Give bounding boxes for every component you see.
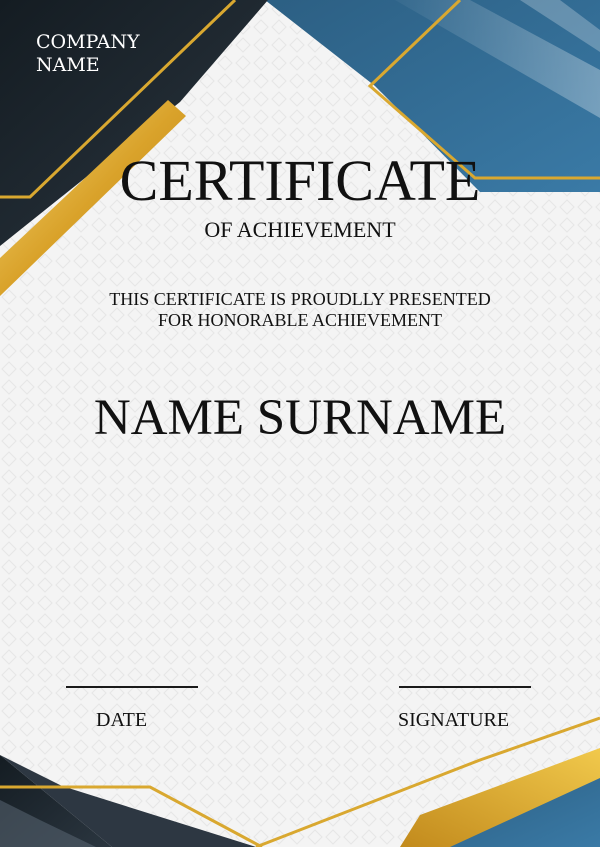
certificate-subtitle: OF ACHIEVEMENT <box>204 217 396 242</box>
signature-line <box>399 686 531 688</box>
company-name-line2: NAME <box>36 54 100 76</box>
date-label: DATE <box>96 709 148 731</box>
signature-label: SIGNATURE <box>398 709 510 731</box>
company-name-line1: COMPANY <box>36 31 140 53</box>
presented-line1: THIS CERTIFICATE IS PROUDLLY PRESENTED <box>109 289 491 309</box>
company-name <box>36 31 140 77</box>
certificate-title: CERTIFICATE <box>119 148 481 213</box>
presented-line2: FOR HONORABLE ACHIEVEMENT <box>157 310 442 330</box>
date-line <box>66 686 198 688</box>
recipient-name: NAME SURNAME <box>93 390 507 446</box>
presented-text <box>0 289 600 331</box>
